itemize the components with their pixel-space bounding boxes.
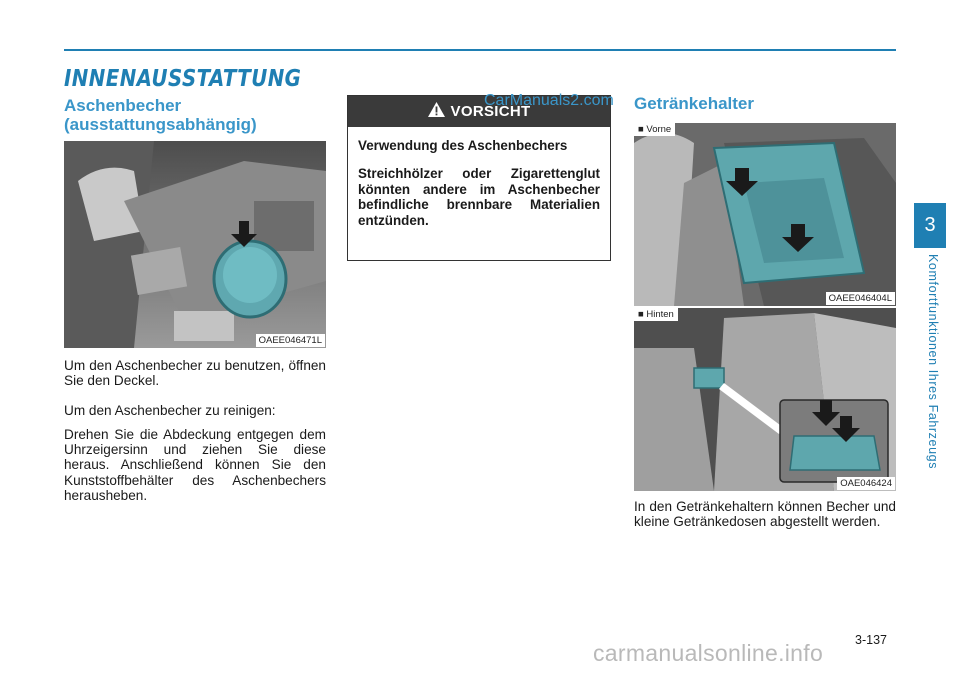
top-rule bbox=[64, 49, 896, 51]
ashtray-image-code: OAEE046471L bbox=[256, 334, 325, 347]
chapter-number-tab: 3 bbox=[914, 203, 946, 248]
ashtray-heading bbox=[64, 96, 257, 134]
section-title: INNENAUSSTATTUNG bbox=[64, 66, 302, 92]
ashtray-para1: Um den Aschenbecher zu benutzen, öffnen Sie den Deckel. bbox=[64, 358, 326, 389]
cupholder-front-label: ■ Vorne bbox=[634, 123, 675, 136]
footer-watermark[interactable]: carmanualsonline.info bbox=[593, 640, 824, 666]
ashtray-photo bbox=[64, 141, 326, 348]
ashtray-para3: Drehen Sie die Abdeckung entgegen dem Uhrzeigersinn und ziehen Sie diese heraus. Anschließend können Sie den Kunststoffbehälter des Aschenbechers herausheben. bbox=[64, 427, 326, 503]
chapter-title: Komfortfunktionen Ihres Fahrzeugs bbox=[926, 254, 940, 470]
cupholder-heading: Getränkehalter bbox=[634, 94, 754, 113]
cupholder-rear-illustration bbox=[634, 308, 896, 491]
cupholder-front-illustration bbox=[634, 123, 896, 306]
warning-title: Verwendung des Aschenbechers bbox=[358, 138, 568, 153]
ashtray-heading-line2: (ausstattungsabhängig) bbox=[64, 115, 257, 134]
cupholder-rear-photo bbox=[634, 306, 896, 491]
cupholder-rear-code: OAE046424 bbox=[837, 477, 895, 490]
cupholder-rear-label: ■ Hinten bbox=[634, 308, 678, 321]
ashtray-illustration bbox=[64, 141, 326, 348]
warning-label: VORSICHT bbox=[450, 103, 531, 120]
cupholder-front-code: OAEE046404L bbox=[826, 292, 895, 305]
cupholder-front-photo bbox=[634, 123, 896, 306]
ashtray-para2: Um den Aschenbecher zu reinigen: bbox=[64, 403, 276, 418]
warning-triangle-icon bbox=[428, 102, 445, 121]
warning-body: Streichhölzer oder Zigarettenglut könnten andere im Aschenbecher befindliche brennbare Materialien entzünden. bbox=[358, 166, 600, 228]
cupholder-para: In den Getränkehaltern können Becher und kleine Getränkedosen abgestellt werden. bbox=[634, 499, 896, 530]
watermark-link[interactable]: CarManuals2.com bbox=[484, 92, 614, 109]
warning-box bbox=[347, 95, 611, 261]
page-number: 3-137 bbox=[855, 633, 887, 647]
ashtray-heading-line1: Aschenbecher bbox=[64, 96, 182, 115]
